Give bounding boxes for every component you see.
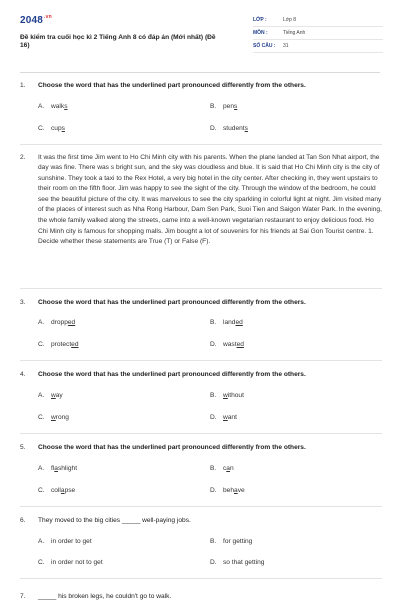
meta-key: LỚP : bbox=[253, 16, 267, 23]
option-word-post: pse bbox=[64, 486, 76, 494]
option-word-pre: in order to get bbox=[51, 537, 92, 545]
divider bbox=[20, 578, 382, 579]
option-word-pre: land bbox=[223, 319, 236, 327]
answer-options bbox=[20, 319, 382, 350]
option-word bbox=[223, 465, 234, 474]
option-letter: A. bbox=[38, 102, 45, 110]
meta-key: SỐ CÂU : bbox=[253, 42, 276, 49]
answer-option-d[interactable] bbox=[210, 414, 382, 423]
option-word bbox=[51, 319, 75, 328]
question-header bbox=[20, 444, 382, 453]
answer-option-a[interactable] bbox=[38, 319, 210, 328]
option-underlined-part: s bbox=[64, 102, 68, 110]
option-underlined-part: w bbox=[51, 392, 56, 400]
option-underlined-part: ed bbox=[236, 341, 244, 349]
option-word-post: rong bbox=[55, 414, 69, 422]
option-letter: C. bbox=[38, 341, 45, 349]
option-letter: C. bbox=[38, 486, 45, 494]
option-underlined-part: s bbox=[244, 124, 248, 132]
question-number: 1. bbox=[20, 82, 26, 89]
question-header bbox=[20, 299, 382, 308]
option-word bbox=[223, 538, 252, 547]
option-word bbox=[223, 103, 237, 112]
question-7 bbox=[20, 593, 382, 602]
answer-options bbox=[20, 392, 382, 423]
option-word-pre: for getting bbox=[223, 537, 253, 545]
option-word-pre: student bbox=[223, 124, 245, 132]
question-number: 4. bbox=[20, 371, 26, 379]
question-text: They moved to the big cities _____ well-paying jobs. bbox=[38, 516, 191, 524]
divider bbox=[20, 433, 382, 434]
question-text: Choose the word that has the underlined part pronounced differently from the others. bbox=[38, 298, 306, 306]
option-word-post: n bbox=[229, 464, 234, 472]
option-letter: D. bbox=[210, 559, 217, 567]
answer-option-b[interactable] bbox=[210, 465, 382, 474]
option-word-pre: protect bbox=[51, 341, 72, 349]
option-letter: B. bbox=[210, 537, 217, 545]
option-letter: C. bbox=[38, 414, 45, 422]
option-word-post: ithout bbox=[227, 392, 244, 400]
option-word-pre: so that getting bbox=[223, 559, 265, 567]
option-word-pre: beh bbox=[223, 486, 235, 494]
question-header bbox=[20, 371, 382, 380]
option-word bbox=[51, 559, 103, 568]
option-word-pre: coll bbox=[51, 486, 61, 494]
option-word bbox=[223, 414, 237, 423]
option-letter: A. bbox=[38, 392, 45, 400]
option-word-pre: c bbox=[223, 464, 227, 472]
question-6 bbox=[20, 517, 382, 569]
meta-row-class bbox=[253, 14, 383, 27]
option-letter: C. bbox=[38, 559, 45, 567]
option-word-pre: in order not to get bbox=[51, 559, 103, 567]
passage-text: It was the first time Jim went to Ho Chi Minh city with his parents. When the plane landed at Tan Son Nhat airport, the day was fine. There was s bright sun, and the sky was cloudless and blue. It is said that Ho Chi Minh city is the city of sunshine. They took a taxi to the Rex Hotel, a very big hotel in the city center. After checking in, they went upstairs to their room on the fifth floor. Jim was happy to see the sight of the city. Through the window of the bedroom, he could see the beautiful picture of the city. It was marvelous to see the city sparkling in colorful light at night. Jim visited many of the places of interest such as Nha Rong Harbour, Dam Sen Park, Suoi Tien and Saigon Water Park. In the evening, the whole family walked along the streets, came into a well-known vegetarian restaurant to enjoy delicious food. Ho Chi Minh city is famous for shopping malls. Jim bought a lot of souvenirs for his friends at Sai Gon Tourist centre. 1. Decide whether these statements are True (T) or False (F). bbox=[38, 153, 382, 246]
answer-option-d[interactable] bbox=[210, 125, 382, 134]
question-1 bbox=[20, 82, 382, 134]
option-word bbox=[223, 319, 243, 328]
answer-option-d[interactable] bbox=[210, 559, 382, 568]
divider bbox=[20, 506, 382, 507]
option-underlined-part: s bbox=[234, 102, 238, 110]
option-word bbox=[51, 125, 65, 134]
question-text: _____ his broken legs, he couldn't go to walk. bbox=[38, 593, 172, 601]
option-letter: D. bbox=[210, 414, 217, 422]
header-divider bbox=[20, 72, 380, 73]
option-underlined-part: w bbox=[223, 392, 228, 400]
question-text: Choose the word that has the underlined part pronounced differently from the others. bbox=[38, 82, 306, 89]
option-underlined-part: a bbox=[60, 486, 65, 494]
meta-key: MÔN : bbox=[253, 29, 268, 36]
option-underlined-part: ed bbox=[71, 341, 79, 349]
question-number: 3. bbox=[20, 298, 26, 306]
option-word bbox=[223, 125, 248, 134]
question-4 bbox=[20, 371, 382, 423]
meta-row-subject bbox=[253, 27, 383, 40]
option-underlined-part: s bbox=[61, 124, 65, 132]
option-letter: A. bbox=[38, 319, 45, 327]
answer-option-c[interactable] bbox=[38, 341, 210, 350]
divider bbox=[20, 144, 382, 145]
question-3 bbox=[20, 299, 382, 351]
option-word-post: ve bbox=[237, 486, 245, 494]
option-underlined-part: w bbox=[51, 414, 56, 422]
option-word bbox=[51, 341, 79, 350]
answer-options bbox=[20, 538, 382, 569]
meta-value: Tiếng Anh bbox=[283, 29, 306, 36]
option-word-pre: fl bbox=[51, 464, 55, 472]
question-number: 6. bbox=[20, 516, 26, 524]
option-underlined-part: a bbox=[54, 464, 58, 472]
option-letter: A. bbox=[38, 537, 45, 545]
question-number: 2. bbox=[20, 153, 26, 161]
divider bbox=[20, 288, 382, 289]
option-underlined-part: a bbox=[226, 464, 230, 472]
option-word bbox=[51, 103, 68, 112]
logo-suffix: .vn bbox=[44, 14, 52, 20]
answer-option-b[interactable] bbox=[210, 103, 382, 112]
answer-options bbox=[20, 465, 382, 496]
answer-option-c[interactable] bbox=[38, 559, 210, 568]
option-letter: B. bbox=[210, 102, 217, 110]
reading-passage bbox=[20, 153, 382, 248]
answer-option-d[interactable] bbox=[210, 487, 382, 496]
question-list bbox=[20, 78, 382, 602]
question-header bbox=[20, 517, 382, 526]
meta-value: 31 bbox=[283, 42, 289, 49]
option-word bbox=[223, 392, 244, 401]
question-text: Choose the word that has the underlined part pronounced differently from the others. bbox=[38, 371, 306, 379]
answer-option-c[interactable] bbox=[38, 487, 210, 496]
page-header bbox=[0, 0, 400, 70]
option-word bbox=[51, 392, 63, 401]
option-word-pre: wast bbox=[223, 341, 237, 349]
q-rest bbox=[20, 299, 382, 580]
option-word bbox=[223, 341, 244, 350]
question-number: 7. bbox=[20, 593, 26, 601]
meta-row-count bbox=[253, 40, 383, 53]
answer-option-b[interactable] bbox=[210, 392, 382, 401]
option-underlined-part: ed bbox=[67, 319, 76, 327]
answer-option-c[interactable] bbox=[38, 125, 210, 134]
option-word bbox=[51, 538, 92, 547]
page-title: Đề kiểm tra cuối học kì 2 Tiếng Anh 8 có đáp án (Mới nhất) (Đề 16) bbox=[20, 33, 216, 50]
option-letter: D. bbox=[210, 124, 217, 132]
option-word bbox=[51, 465, 77, 474]
option-word-pre: dropp bbox=[51, 319, 68, 327]
option-letter: B. bbox=[210, 464, 217, 472]
option-underlined-part: ed bbox=[235, 319, 243, 327]
option-word bbox=[51, 414, 69, 423]
option-word-pre: pen bbox=[223, 102, 235, 110]
option-word-post: ay bbox=[55, 392, 63, 400]
question-number: 5. bbox=[20, 443, 26, 451]
option-letter: A. bbox=[38, 464, 45, 472]
answer-option-a[interactable] bbox=[38, 103, 210, 112]
answer-option-a[interactable] bbox=[38, 392, 210, 401]
option-word-pre: cup bbox=[51, 124, 62, 132]
answer-option-c[interactable] bbox=[38, 414, 210, 423]
option-underlined-part: a bbox=[234, 486, 238, 494]
option-word-pre: walk bbox=[51, 102, 65, 110]
option-word-post: ant bbox=[227, 414, 237, 422]
question-text: Choose the word that has the underlined part pronounced differently from the others. bbox=[38, 443, 306, 451]
option-word bbox=[223, 559, 264, 568]
divider bbox=[20, 360, 382, 361]
logo-main: 2048 bbox=[20, 15, 44, 26]
answer-option-d[interactable] bbox=[210, 341, 382, 350]
option-word bbox=[51, 487, 75, 496]
q1-wrap bbox=[20, 82, 382, 134]
question-header bbox=[20, 82, 382, 91]
meta-value: Lớp 8 bbox=[283, 16, 297, 23]
option-letter: B. bbox=[210, 392, 217, 400]
option-letter: D. bbox=[210, 486, 217, 494]
option-letter: B. bbox=[210, 319, 217, 327]
option-underlined-part: w bbox=[223, 414, 228, 422]
answer-options bbox=[20, 103, 382, 134]
answer-option-b[interactable] bbox=[210, 538, 382, 547]
option-word-post: shlight bbox=[57, 464, 78, 472]
option-word bbox=[223, 487, 245, 496]
answer-option-a[interactable] bbox=[38, 465, 210, 474]
answer-option-a[interactable] bbox=[38, 538, 210, 547]
question-5 bbox=[20, 444, 382, 496]
option-letter: C. bbox=[38, 124, 45, 132]
option-letter: D. bbox=[210, 341, 217, 349]
answer-option-b[interactable] bbox=[210, 319, 382, 328]
exam-meta bbox=[253, 14, 383, 53]
